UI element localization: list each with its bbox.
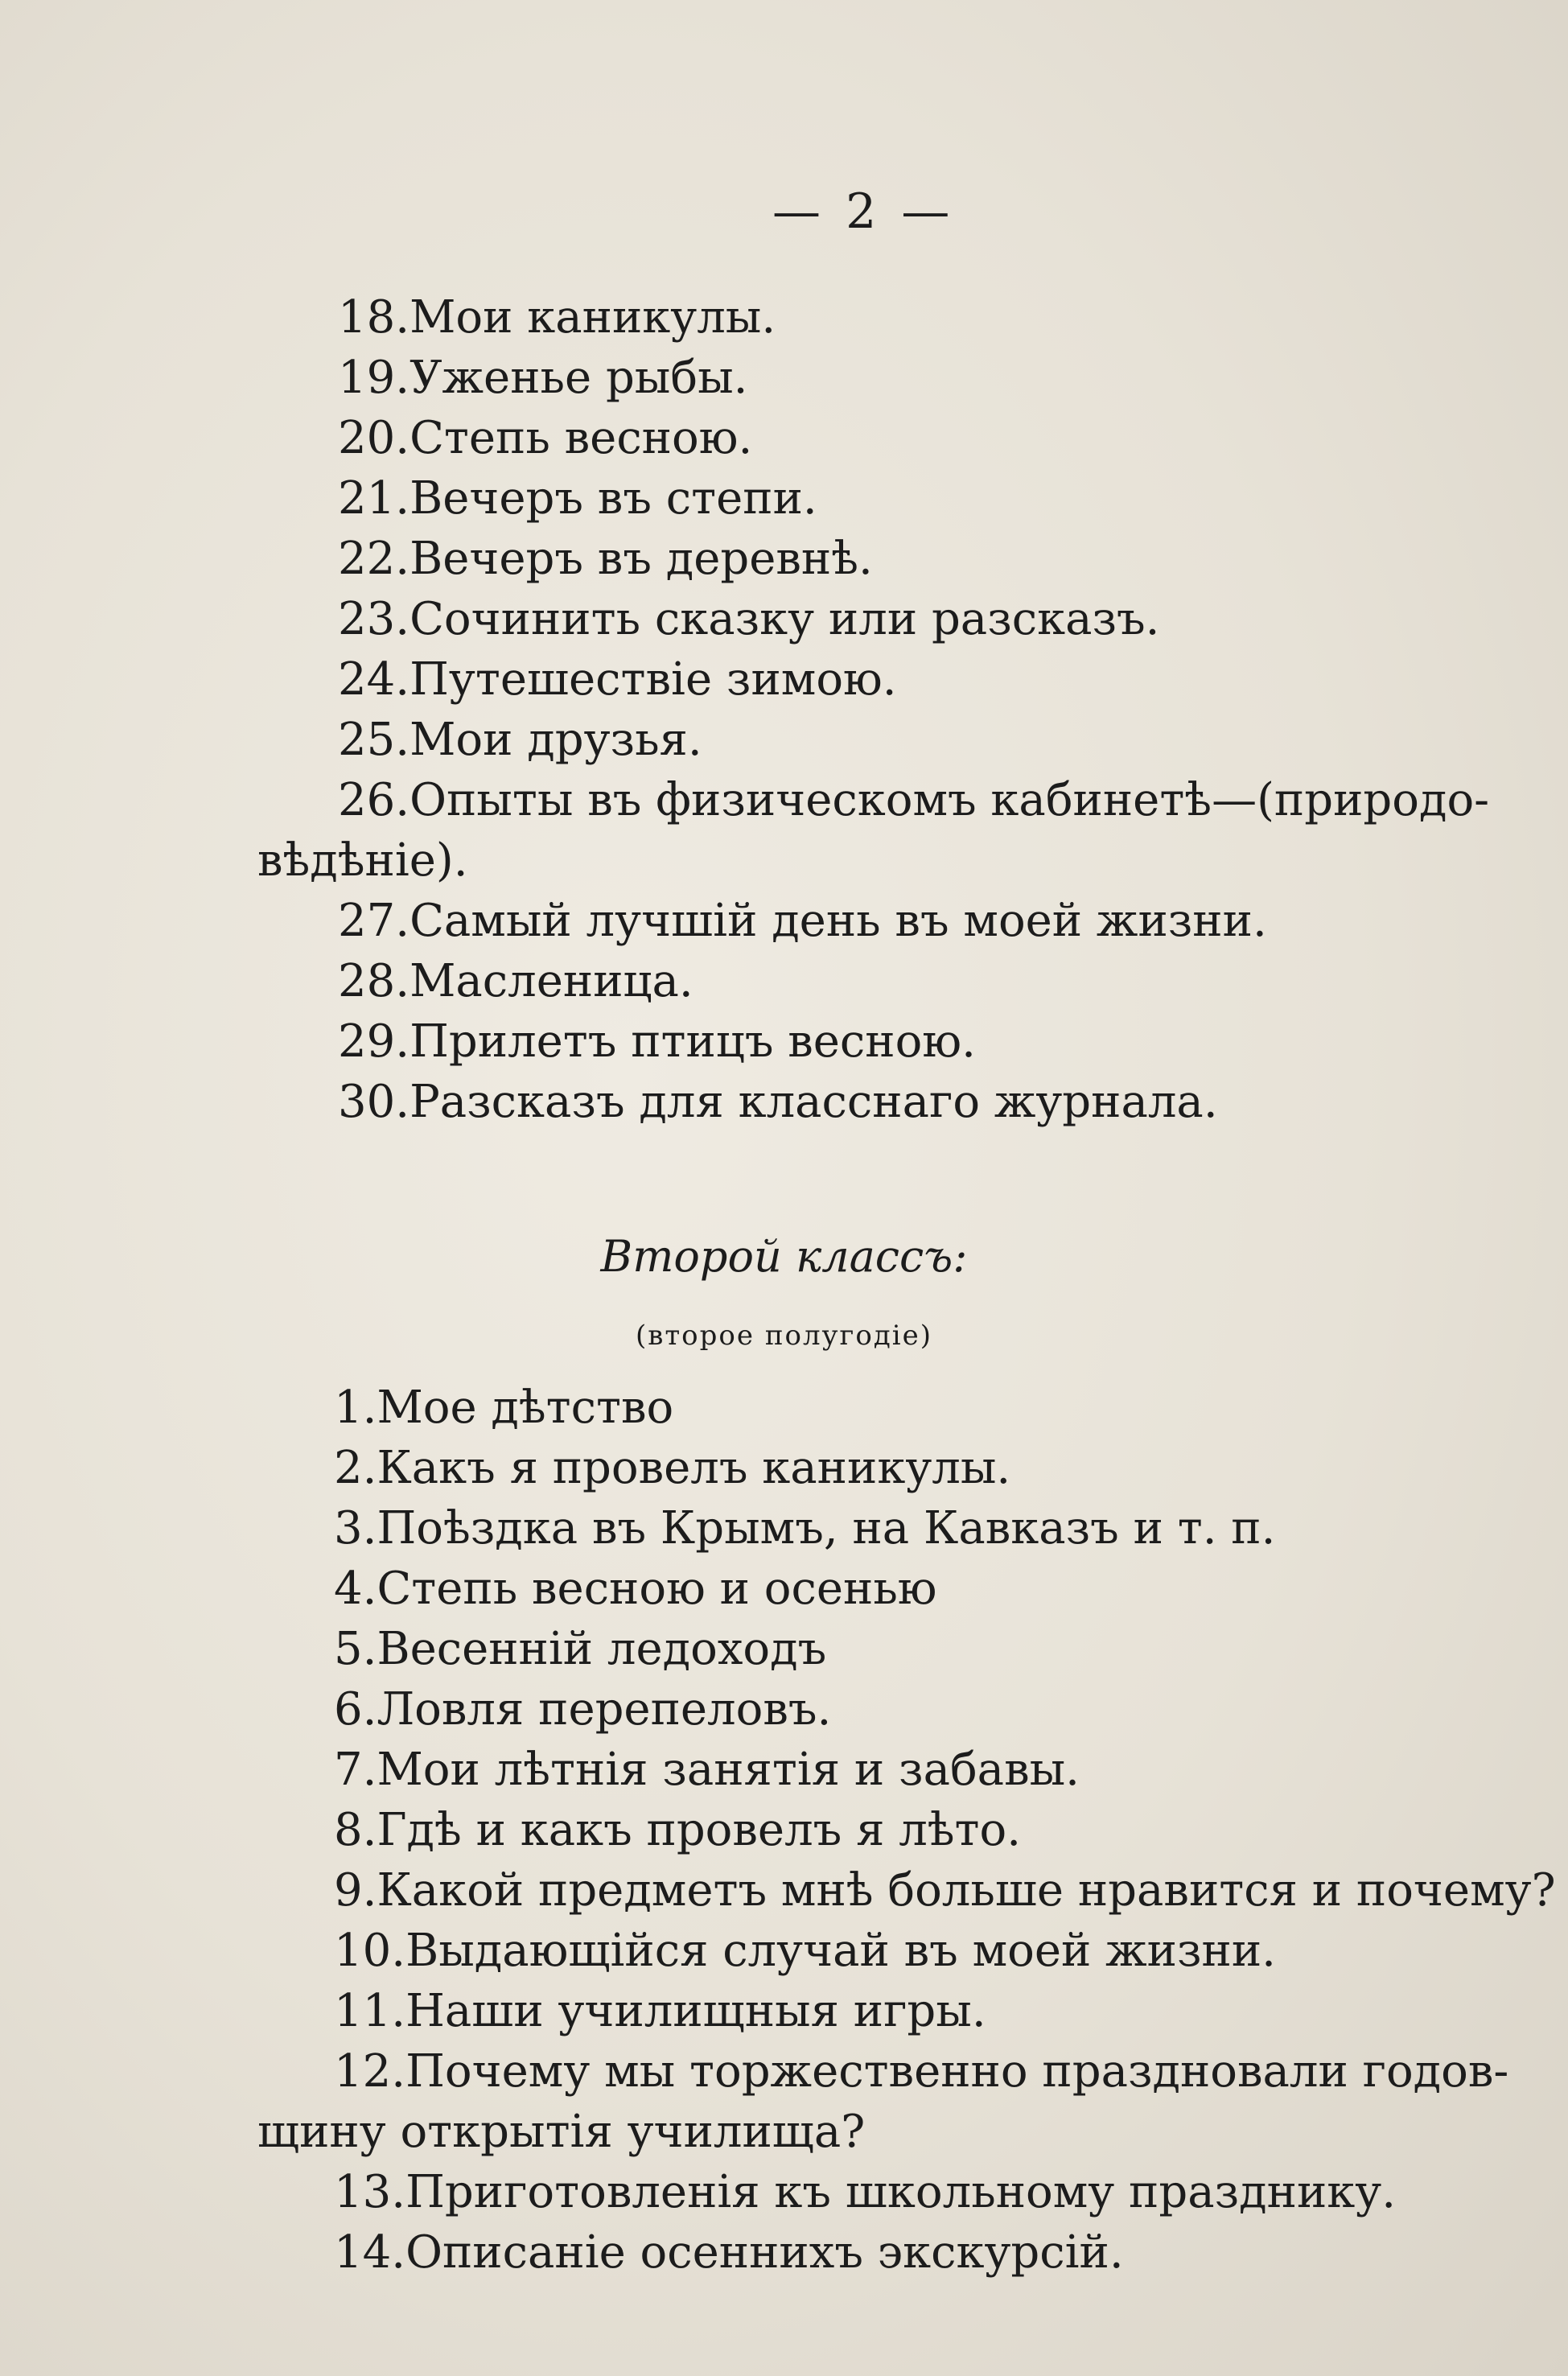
item-number: 6.: [334, 1683, 377, 1736]
item-number: 26.: [338, 774, 410, 826]
item-text: Какой предметъ мнѣ больше нравится и почему?: [377, 1864, 1556, 1917]
item-number: 3.: [334, 1502, 377, 1554]
list-item: [334, 1923, 1276, 1979]
item-number: 11.: [334, 1985, 406, 2037]
list-item: [338, 290, 776, 346]
item-number: 13.: [334, 2166, 406, 2218]
list-item: [338, 893, 1267, 949]
list-item: [338, 712, 702, 768]
item-text: Вечеръ въ степи.: [409, 472, 817, 525]
list-item: [334, 1501, 1275, 1557]
item-text: Разсказъ для класснаго журнала.: [409, 1076, 1218, 1128]
item-number: 8.: [334, 1804, 377, 1856]
list-item: [334, 2225, 1124, 2281]
item-text: Уженье рыбы.: [409, 352, 748, 404]
item-number: 25.: [338, 714, 410, 766]
list-item: [334, 1561, 937, 1617]
list-item: [334, 1742, 1080, 1798]
item-text: Вечеръ въ деревнѣ.: [409, 533, 873, 585]
list-item: [334, 1621, 826, 1678]
section-title: Второй классъ:: [600, 1231, 968, 1282]
page-number: — 2 —: [772, 183, 955, 240]
item-text: Поѣздка въ Крымъ, на Кавказъ и т. п.: [377, 1502, 1276, 1554]
item-number: 20.: [338, 412, 410, 464]
item-text: Приготовленія къ школьному празднику.: [405, 2166, 1397, 2218]
item-number: 27.: [338, 895, 410, 947]
item-number: 24.: [338, 653, 410, 706]
item-text: Наши училищныя игры.: [405, 1985, 986, 2037]
item-text: Мои лѣтнія занятія и забавы.: [377, 1744, 1080, 1796]
section-subtitle: (второе полугодіе): [635, 1320, 933, 1352]
item-number: 30.: [338, 1076, 410, 1128]
list-item: [338, 772, 1489, 829]
item-text: Выдающійся случай въ моей жизни.: [405, 1925, 1276, 1977]
item-number: 2.: [334, 1442, 377, 1494]
list-item: [334, 1380, 673, 1436]
item-number: 18.: [338, 291, 410, 344]
list-item: [338, 1014, 976, 1070]
item-text: Степь весною.: [409, 412, 753, 464]
item-number: 22.: [338, 533, 410, 585]
item-number: 14.: [334, 2226, 406, 2279]
item-text: Весенній ледоходъ: [377, 1623, 827, 1675]
list-item: [338, 531, 873, 587]
list-item: [334, 1863, 1556, 1919]
list-item: [338, 471, 817, 527]
item-text: Путешествіе зимою.: [409, 653, 897, 706]
list-item: [334, 2164, 1396, 2221]
item-text: Гдѣ и какъ провелъ я лѣто.: [377, 1804, 1022, 1856]
item-number: 10.: [334, 1925, 406, 1977]
list-item: [338, 410, 752, 467]
item-text: Степь весною и осенью: [377, 1563, 937, 1615]
item-number: 7.: [334, 1744, 377, 1796]
item-text: Какъ я провелъ каникулы.: [377, 1442, 1011, 1494]
item-text: Масленица.: [409, 955, 693, 1007]
item-text: Мое дѣтство: [377, 1382, 674, 1434]
item-text: Сочинить сказку или разсказъ.: [409, 593, 1160, 645]
list-item: [334, 1983, 986, 2040]
item-text: Ловля перепеловъ.: [377, 1683, 832, 1736]
list-item: [334, 1682, 831, 1738]
item-number: 9.: [334, 1864, 377, 1917]
item-text: Прилетъ птицъ весною.: [409, 1015, 976, 1068]
item-text: Почему мы торжественно праздновали годов-: [405, 2045, 1509, 2098]
item-text: Мои каникулы.: [409, 291, 776, 344]
item-number: 1.: [334, 1382, 377, 1434]
list-item: [334, 1802, 1021, 1859]
item-number: 29.: [338, 1015, 410, 1068]
list-item: [338, 1074, 1218, 1130]
item-number: 23.: [338, 593, 410, 645]
list-item: [257, 833, 468, 889]
item-text-continuation: вѣдѣніе).: [257, 834, 468, 887]
item-text: Опыты въ физическомъ кабинетѣ—(природо-: [409, 774, 1490, 826]
item-number: 4.: [334, 1563, 377, 1615]
item-text: Описаніе осеннихъ экскурсій.: [405, 2226, 1124, 2279]
item-text: Мои друзья.: [409, 714, 702, 766]
item-text: Самый лучшій день въ моей жизни.: [409, 895, 1267, 947]
list-item: [334, 1440, 1010, 1497]
list-item: [257, 2104, 865, 2160]
list-item: [334, 2044, 1508, 2100]
list-item: [338, 652, 897, 708]
list-item: [338, 350, 747, 406]
item-number: 21.: [338, 472, 410, 525]
item-number: 28.: [338, 955, 410, 1007]
item-number: 5.: [334, 1623, 377, 1675]
item-number: 12.: [334, 2045, 406, 2098]
item-number: 19.: [338, 352, 410, 404]
item-text-continuation: щину открытія училища?: [257, 2106, 866, 2158]
list-item: [338, 591, 1159, 648]
list-item: [338, 953, 693, 1010]
